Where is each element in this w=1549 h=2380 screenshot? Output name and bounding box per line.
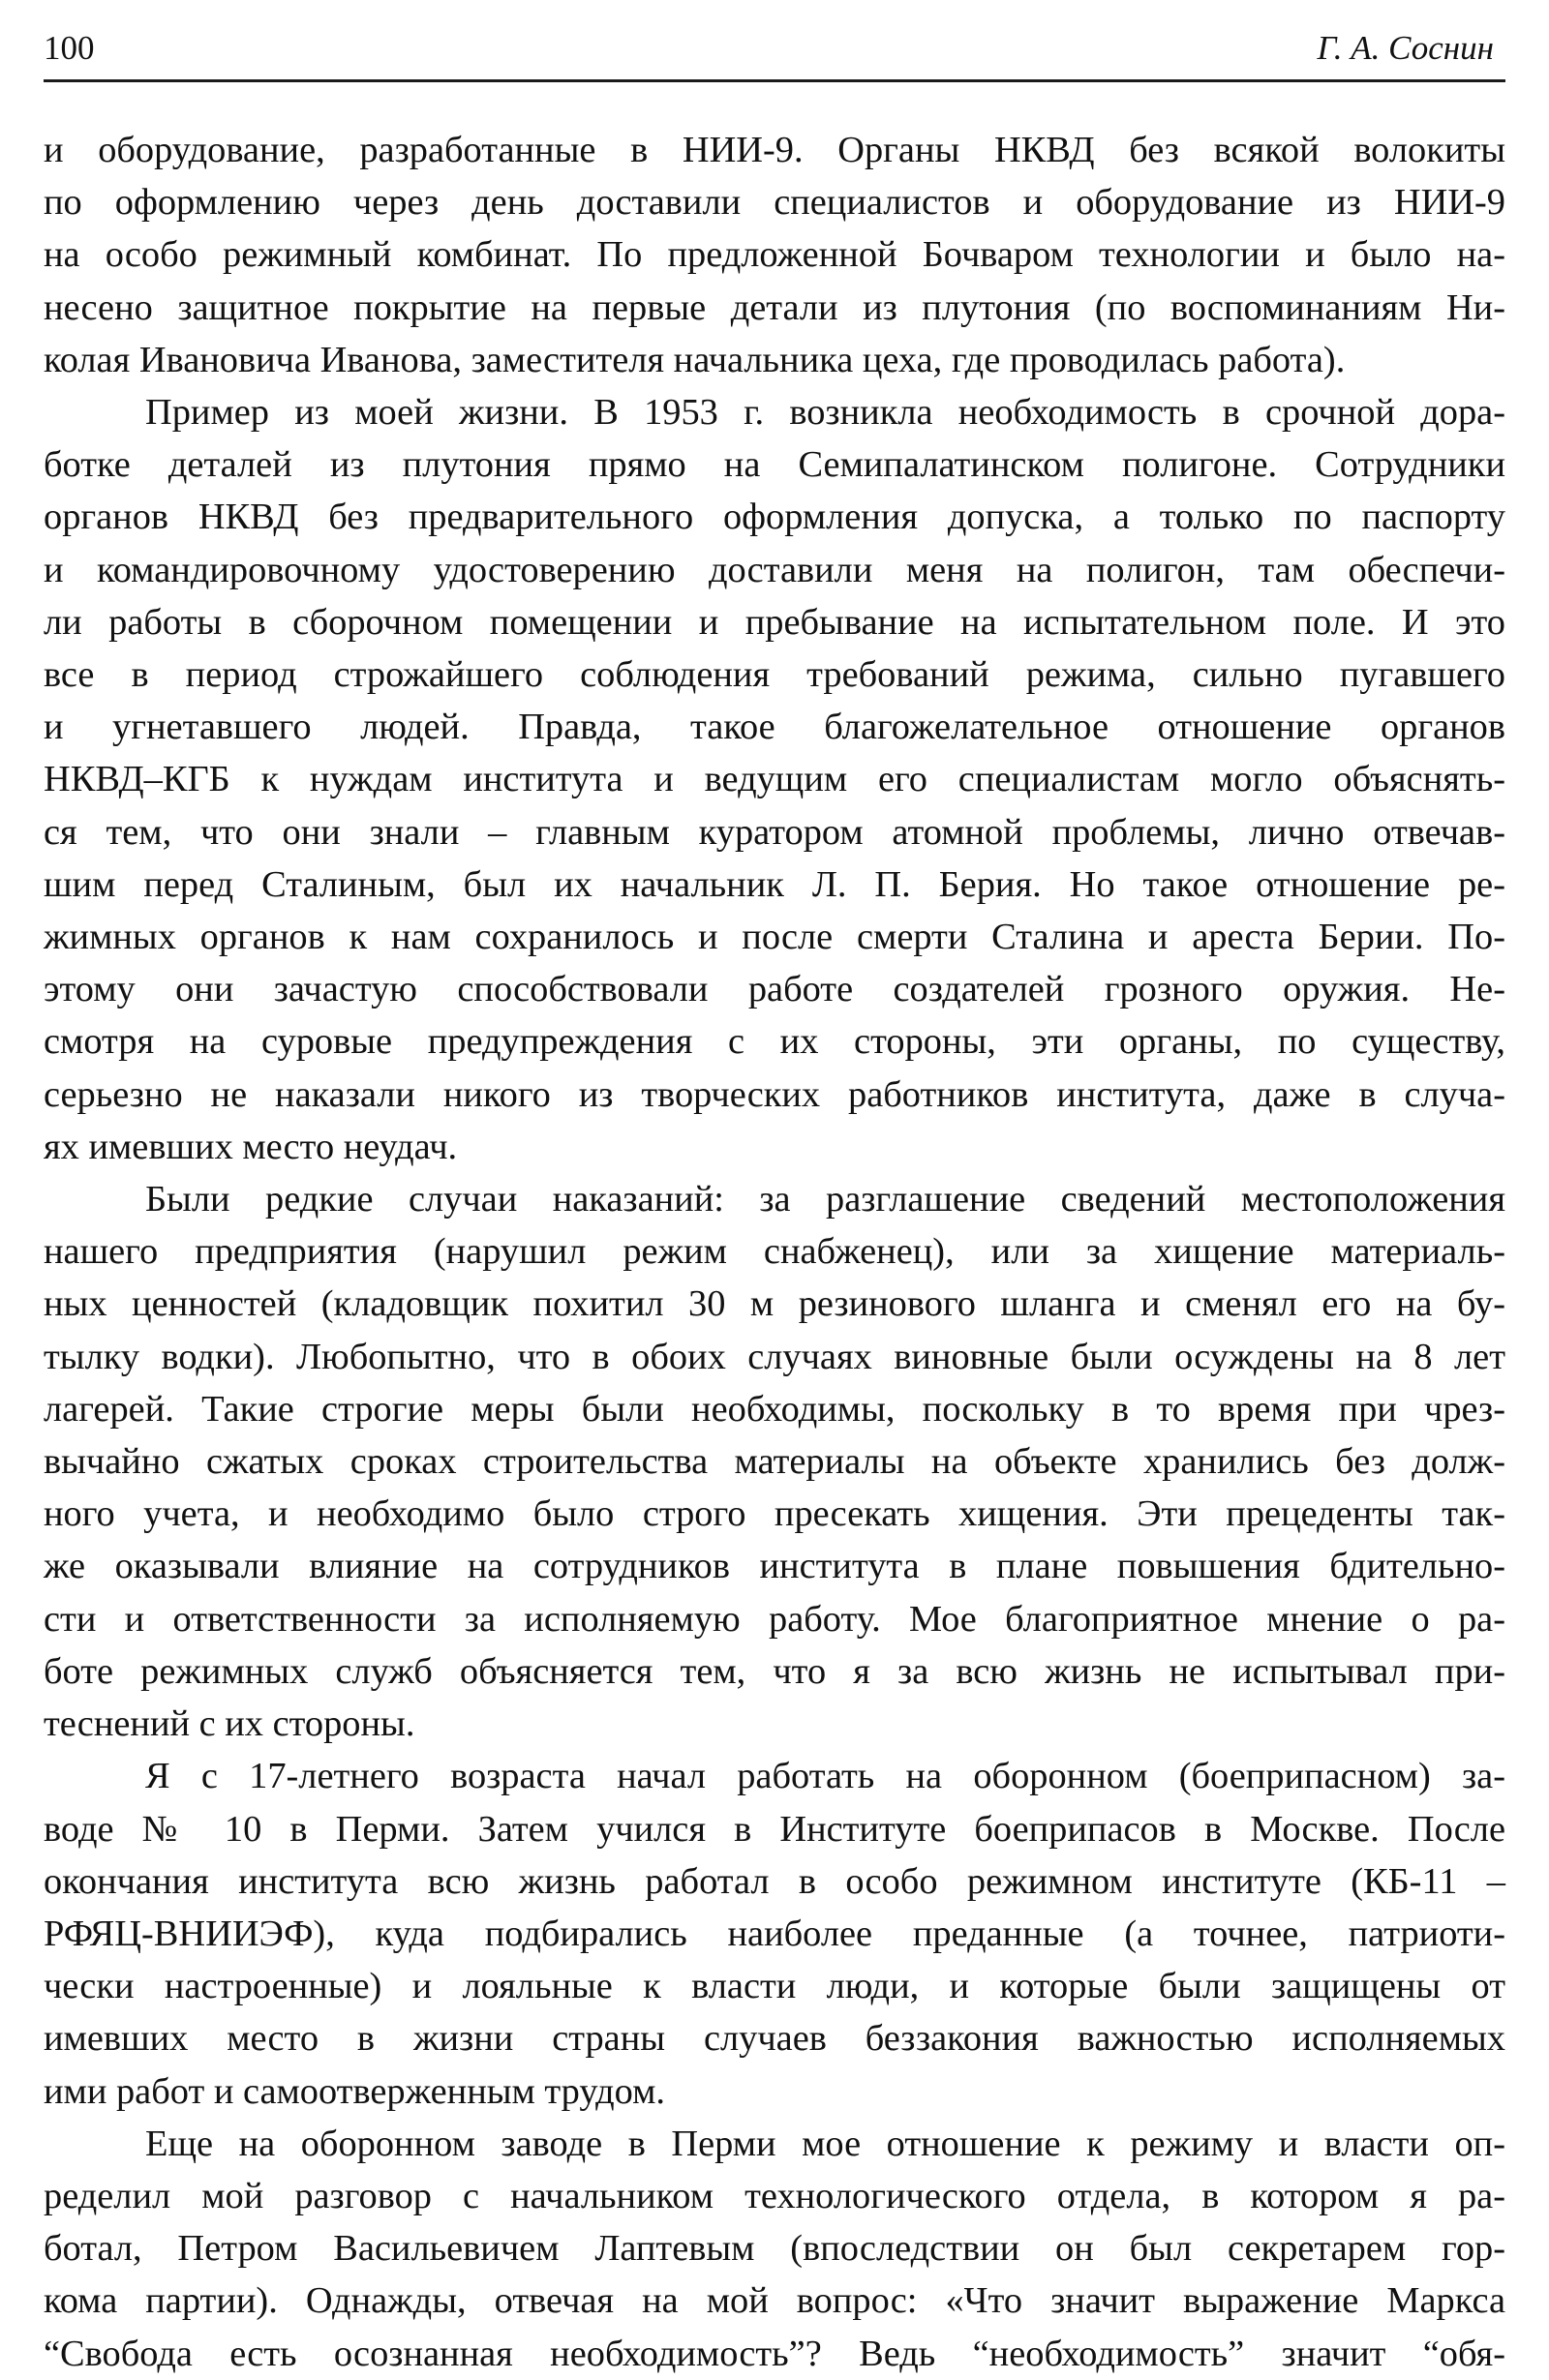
text-line: шим перед Сталиным, был их начальник Л. П. Берия. Но такое отношение ре- [44,863,1505,905]
text-line: же оказывали влияние на сотрудников института в плане повышения бдительно- [44,1546,1505,1587]
text-line: “Свобода есть осознанная необходимость”? Ведь “необходимость” значит “обя- [44,2333,1505,2374]
text-line: ботке деталей из плутония прямо на Семипалатинском полигоне. Сотрудники [44,444,1505,486]
text-line: воде № 10 в Перми. Затем учился в Институте боеприпасов в Москве. После [44,1808,1505,1850]
text-line: боте режимных служб объясняется тем, что я за всю жизнь не испытывал при- [44,1650,1505,1692]
page-number: 100 [44,29,95,67]
text-line: Я с 17-летнего возраста начал работать на оборонном (боеприпасном) за- [145,1756,1505,1797]
text-line: ях имевших место неудач. [44,1126,458,1167]
text-line: и угнетавшего людей. Правда, такое благожелательное отношение органов [44,707,1505,748]
text-line: ли работы в сборочном помещении и пребывание на испытательном поле. И это [44,601,1505,643]
text-line: имевших место в жизни страны случаев беззакония важностью исполняемых [44,2018,1505,2060]
paragraph [44,2118,1505,2380]
text-line: сти и ответственности за исполняемую работу. Мое благоприятное мнение о ра- [44,1598,1505,1640]
text-line: ных ценностей (кладовщик похитил 30 м резинового шланга и сменял его на бу- [44,1283,1505,1325]
text-line: окончания института всю жизнь работал в особо режимном институте (КБ-11 – [44,1860,1505,1902]
text-line: все в период строжайшего соблюдения требований режима, сильно пугавшего [44,654,1505,696]
text-line: жимных органов к нам сохранилось и после смерти Сталина и ареста Берии. По- [44,917,1505,958]
text-line: и оборудование, разработанные в НИИ-9. Органы НКВД без всякой волокиты [44,130,1505,170]
text-line: Были редкие случаи наказаний: за разглашение сведений местоположения [145,1179,1505,1220]
text-line: НКВД–КГБ к нуждам института и ведущим его специалистам могло объяснять- [44,759,1505,800]
running-head-author: Г. А. Соснин [1317,29,1494,67]
text-line: нашего предприятия (нарушил режим снабженец), или за хищение материаль- [44,1231,1505,1273]
text-line: ся тем, что они знали – главным куратором атомной проблемы, лично отвечав- [44,811,1505,853]
text-line: чески настроенные) и лояльные к власти люди, и которые были защищены от [44,1966,1505,2007]
text-line: по оформлению через день доставили специалистов и оборудование из НИИ-9 [44,182,1505,224]
text-line: этому они зачастую способствовали работе создателей грозного оружия. Не- [44,969,1505,1010]
page-header [44,29,1505,82]
text-line: на особо режимный комбинат. По предложенной Бочваром технологии и было на- [44,234,1505,276]
text-line: РФЯЦ-ВНИИЭФ), куда подбирались наиболее преданные (а точнее, патриоти- [44,1913,1505,1954]
paragraph [44,1750,1505,2117]
text-line: вычайно сжатых сроках строительства материалы на объекте хранились без долж- [44,1441,1505,1483]
paragraph [44,386,1505,1173]
text-line: серьезно не наказали никого из творческих работников института, даже в случа- [44,1073,1505,1115]
text-line: лагерей. Такие строгие меры были необходимы, поскольку в то время при чрез- [44,1388,1505,1430]
text-line: теснений с их стороны. [44,1703,415,1745]
text-line: органов НКВД без предварительного оформления допуска, а только по паспорту [44,497,1505,538]
text-line: ботал, Петром Васильевичем Лаптевым (впоследствии он был секретарем гор- [44,2228,1505,2270]
body-text [44,124,1505,2380]
text-line: колая Ивановича Иванова, заместителя начальника цеха, где проводилась работа). [44,339,1346,380]
text-line: и командировочному удостоверению доставили меня на полигон, там обеспечи- [44,549,1505,590]
text-line: тылку водки). Любопытно, что в обоих случаях виновные были осуждены на 8 лет [44,1336,1505,1377]
text-line: ределил мой разговор с начальником технологического отдела, в котором я ра- [44,2175,1505,2216]
paragraph [44,124,1505,386]
text-line: смотря на суровые предупреждения с их стороны, эти органы, по существу, [44,1021,1505,1063]
text-line: ного учета, и необходимо было строго пресекать хищения. Эти прецеденты так- [44,1493,1505,1535]
text-line: ими работ и самоотверженным трудом. [44,2070,666,2112]
text-line: кома партии). Однажды, отвечая на мой вопрос: «Что значит выражение Маркса [44,2280,1505,2322]
text-line: несено защитное покрытие на первые детали из плутония (по воспоминаниям Ни- [44,286,1505,328]
text-line: Еще на оборонном заводе в Перми мое отношение к режиму и власти оп- [145,2123,1505,2164]
text-line: Пример из моей жизни. В 1953 г. возникла необходимость в срочной дора- [145,392,1505,434]
paragraph [44,1173,1505,1750]
